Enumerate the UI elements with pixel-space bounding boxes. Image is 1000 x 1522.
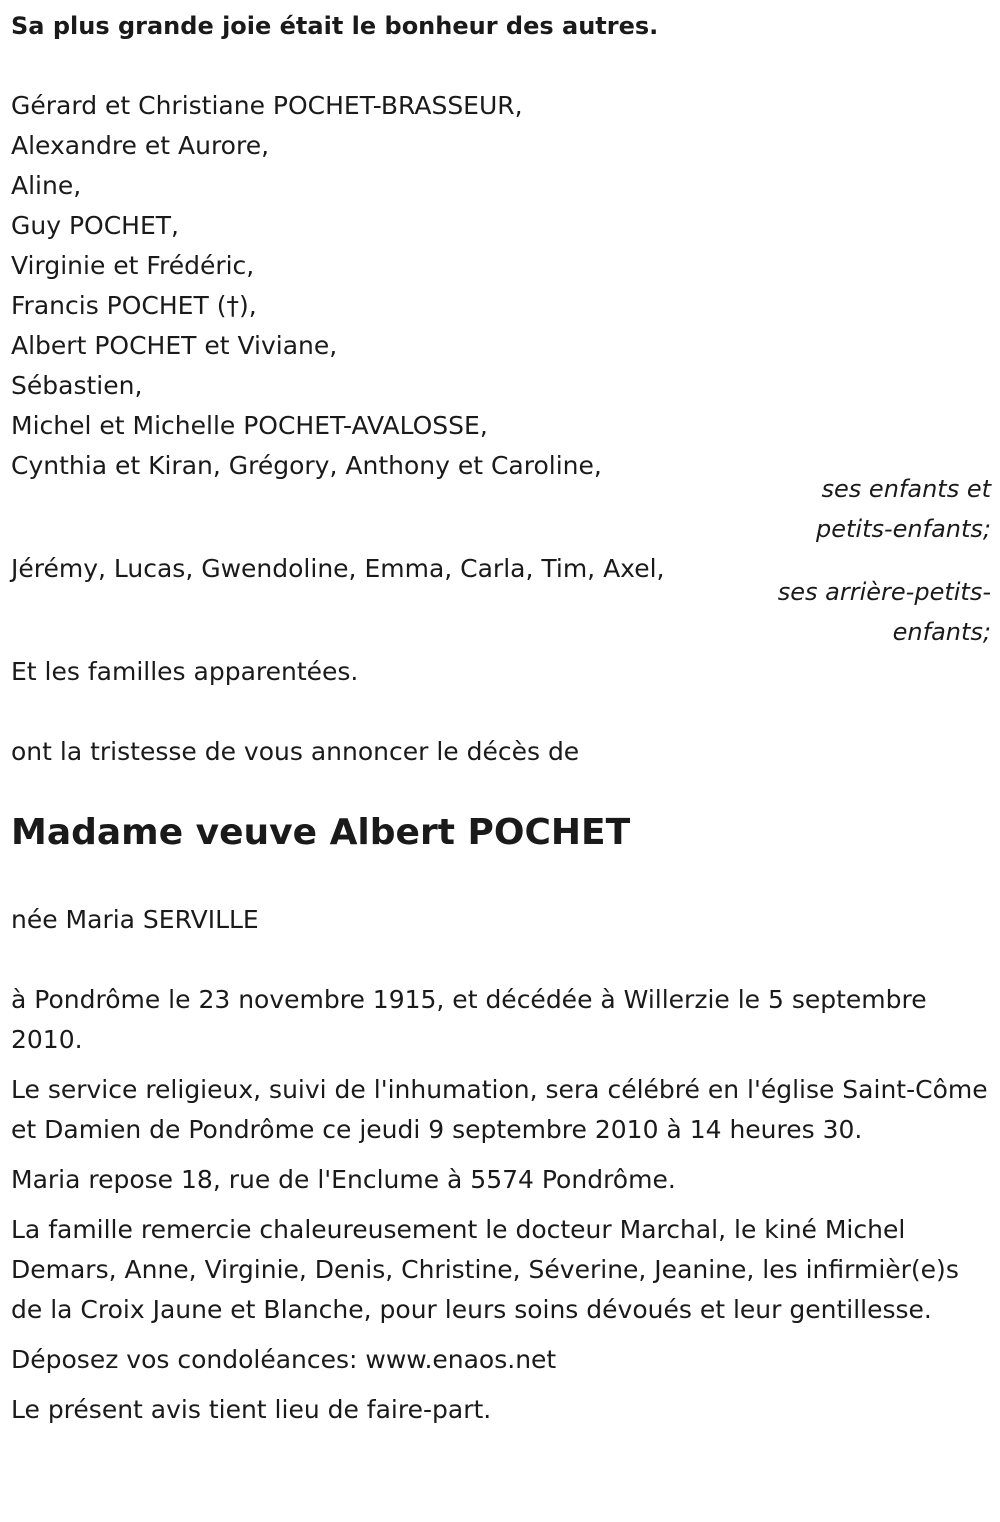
family-line: Sébastien, — [11, 371, 143, 400]
announce-line: ont la tristesse de vous annoncer le décès de — [11, 737, 580, 766]
family-list — [11, 86, 602, 486]
family-line: Albert POCHET et Viviane, — [11, 331, 338, 360]
role-line: petits-enfants; — [816, 515, 991, 543]
family-line: Virginie et Frédéric, — [11, 251, 255, 280]
family-line: Cynthia et Kiran, Grégory, Anthony et Caroline, — [11, 451, 602, 480]
thanks-paragraph: La famille remercie chaleureusement le docteur Marchal, le kiné Michel Demars, Anne, Virginie, Denis, Christine, Séverine, Jeanine, les infirmièr(e)s de la Croix Jaune et Blanche, pour leurs soins dévoués et leur gentillesse. — [11, 1215, 959, 1324]
role-line: ses arrière-petits- — [777, 578, 991, 606]
service-paragraph: Le service religieux, suivi de l'inhumation, sera célébré en l'église Saint-Côme et Damien de Pondrôme ce jeudi 9 septembre 2010 à 14 heures 30. — [11, 1075, 988, 1144]
notice-paragraph: Le présent avis tient lieu de faire-part. — [11, 1395, 492, 1424]
great-grandchildren-line: Jérémy, Lucas, Gwendoline, Emma, Carla, Tim, Axel, — [11, 554, 665, 583]
family-line: Gérard et Christiane POCHET-BRASSEUR, — [11, 91, 523, 120]
born-line: née Maria SERVILLE — [11, 905, 259, 934]
family-line: Michel et Michelle POCHET-AVALOSSE, — [11, 411, 488, 440]
family-line: Alexandre et Aurore, — [11, 131, 270, 160]
condolences-paragraph: Déposez vos condoléances: www.enaos.net — [11, 1345, 557, 1374]
family-line: Guy POCHET, — [11, 211, 179, 240]
details-section — [11, 980, 991, 1440]
deceased-name: Madame veuve Albert POCHET — [11, 812, 631, 853]
rest-location-paragraph: Maria repose 18, rue de l'Enclume à 5574 Pondrôme. — [11, 1165, 676, 1194]
role-children-label — [816, 469, 991, 549]
family-line: Francis POCHET (†), — [11, 291, 257, 320]
role-great-grandchildren-label — [778, 572, 991, 652]
birth-death-paragraph: à Pondrôme le 23 novembre 1915, et décédée à Willerzie le 5 septembre 2010. — [11, 985, 927, 1054]
role-line: enfants; — [892, 618, 991, 646]
family-line: Aline, — [11, 171, 82, 200]
families-line: Et les familles apparentées. — [11, 657, 359, 686]
role-line: ses enfants et — [821, 475, 991, 503]
motto-heading: Sa plus grande joie était le bonheur des autres. — [11, 12, 659, 40]
